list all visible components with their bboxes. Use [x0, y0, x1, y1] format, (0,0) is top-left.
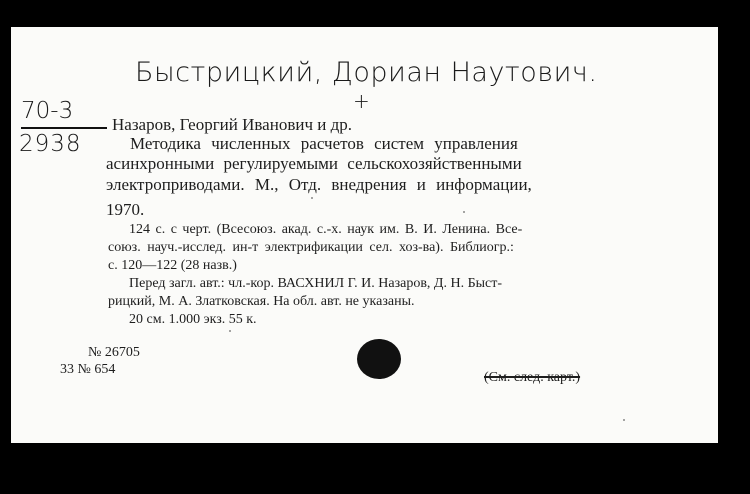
paper-speck	[229, 330, 231, 332]
description-line: 124 с. с черт. (Всесоюз. акад. с.-х. наук им. В. И. Ленина. Все-	[129, 222, 523, 237]
handwritten-author-name: Быстрицкий, Дориан Наутович.	[135, 57, 598, 88]
description-line: союз. науч.-исслед. ин-т электрификации сел. хоз-ва). Библиогр.:	[108, 240, 514, 255]
title-line: асинхронными регулируемыми сельскохозяйственными	[106, 154, 522, 173]
see-next-card-note: (См. след. карт.)	[484, 370, 581, 385]
title-line: Методика численных расчетов систем управления	[130, 134, 518, 153]
paper-speck	[463, 211, 465, 213]
handwritten-call-number-top: 70-3	[21, 98, 74, 124]
paper-speck	[311, 197, 313, 199]
description-line: 20 см. 1.000 экз. 55 к.	[129, 312, 257, 327]
handwritten-cross-mark: +	[353, 89, 370, 113]
description-line: с. 120—122 (28 назв.)	[108, 258, 237, 273]
call-number-rule	[21, 127, 107, 129]
handwritten-call-number-bottom: 2938	[19, 131, 82, 157]
inventory-number: № 26705	[88, 345, 140, 360]
description-line: Перед загл. авт.: чл.-кор. ВАСХНИЛ Г. И. Назаров, Д. Н. Быст-	[129, 276, 503, 291]
title-line: 1970.	[106, 200, 145, 219]
description-line: рицкий, М. А. Златковская. На обл. авт. не указаны.	[108, 294, 415, 309]
title-line: электроприводами. М., Отд. внедрения и информации,	[106, 175, 532, 194]
entry-heading: Назаров, Георгий Иванович и др.	[112, 115, 353, 134]
catalog-card	[11, 27, 718, 443]
paper-speck	[623, 419, 625, 421]
card-number: 33 № 654	[60, 362, 116, 377]
ink-stamp	[357, 339, 401, 379]
